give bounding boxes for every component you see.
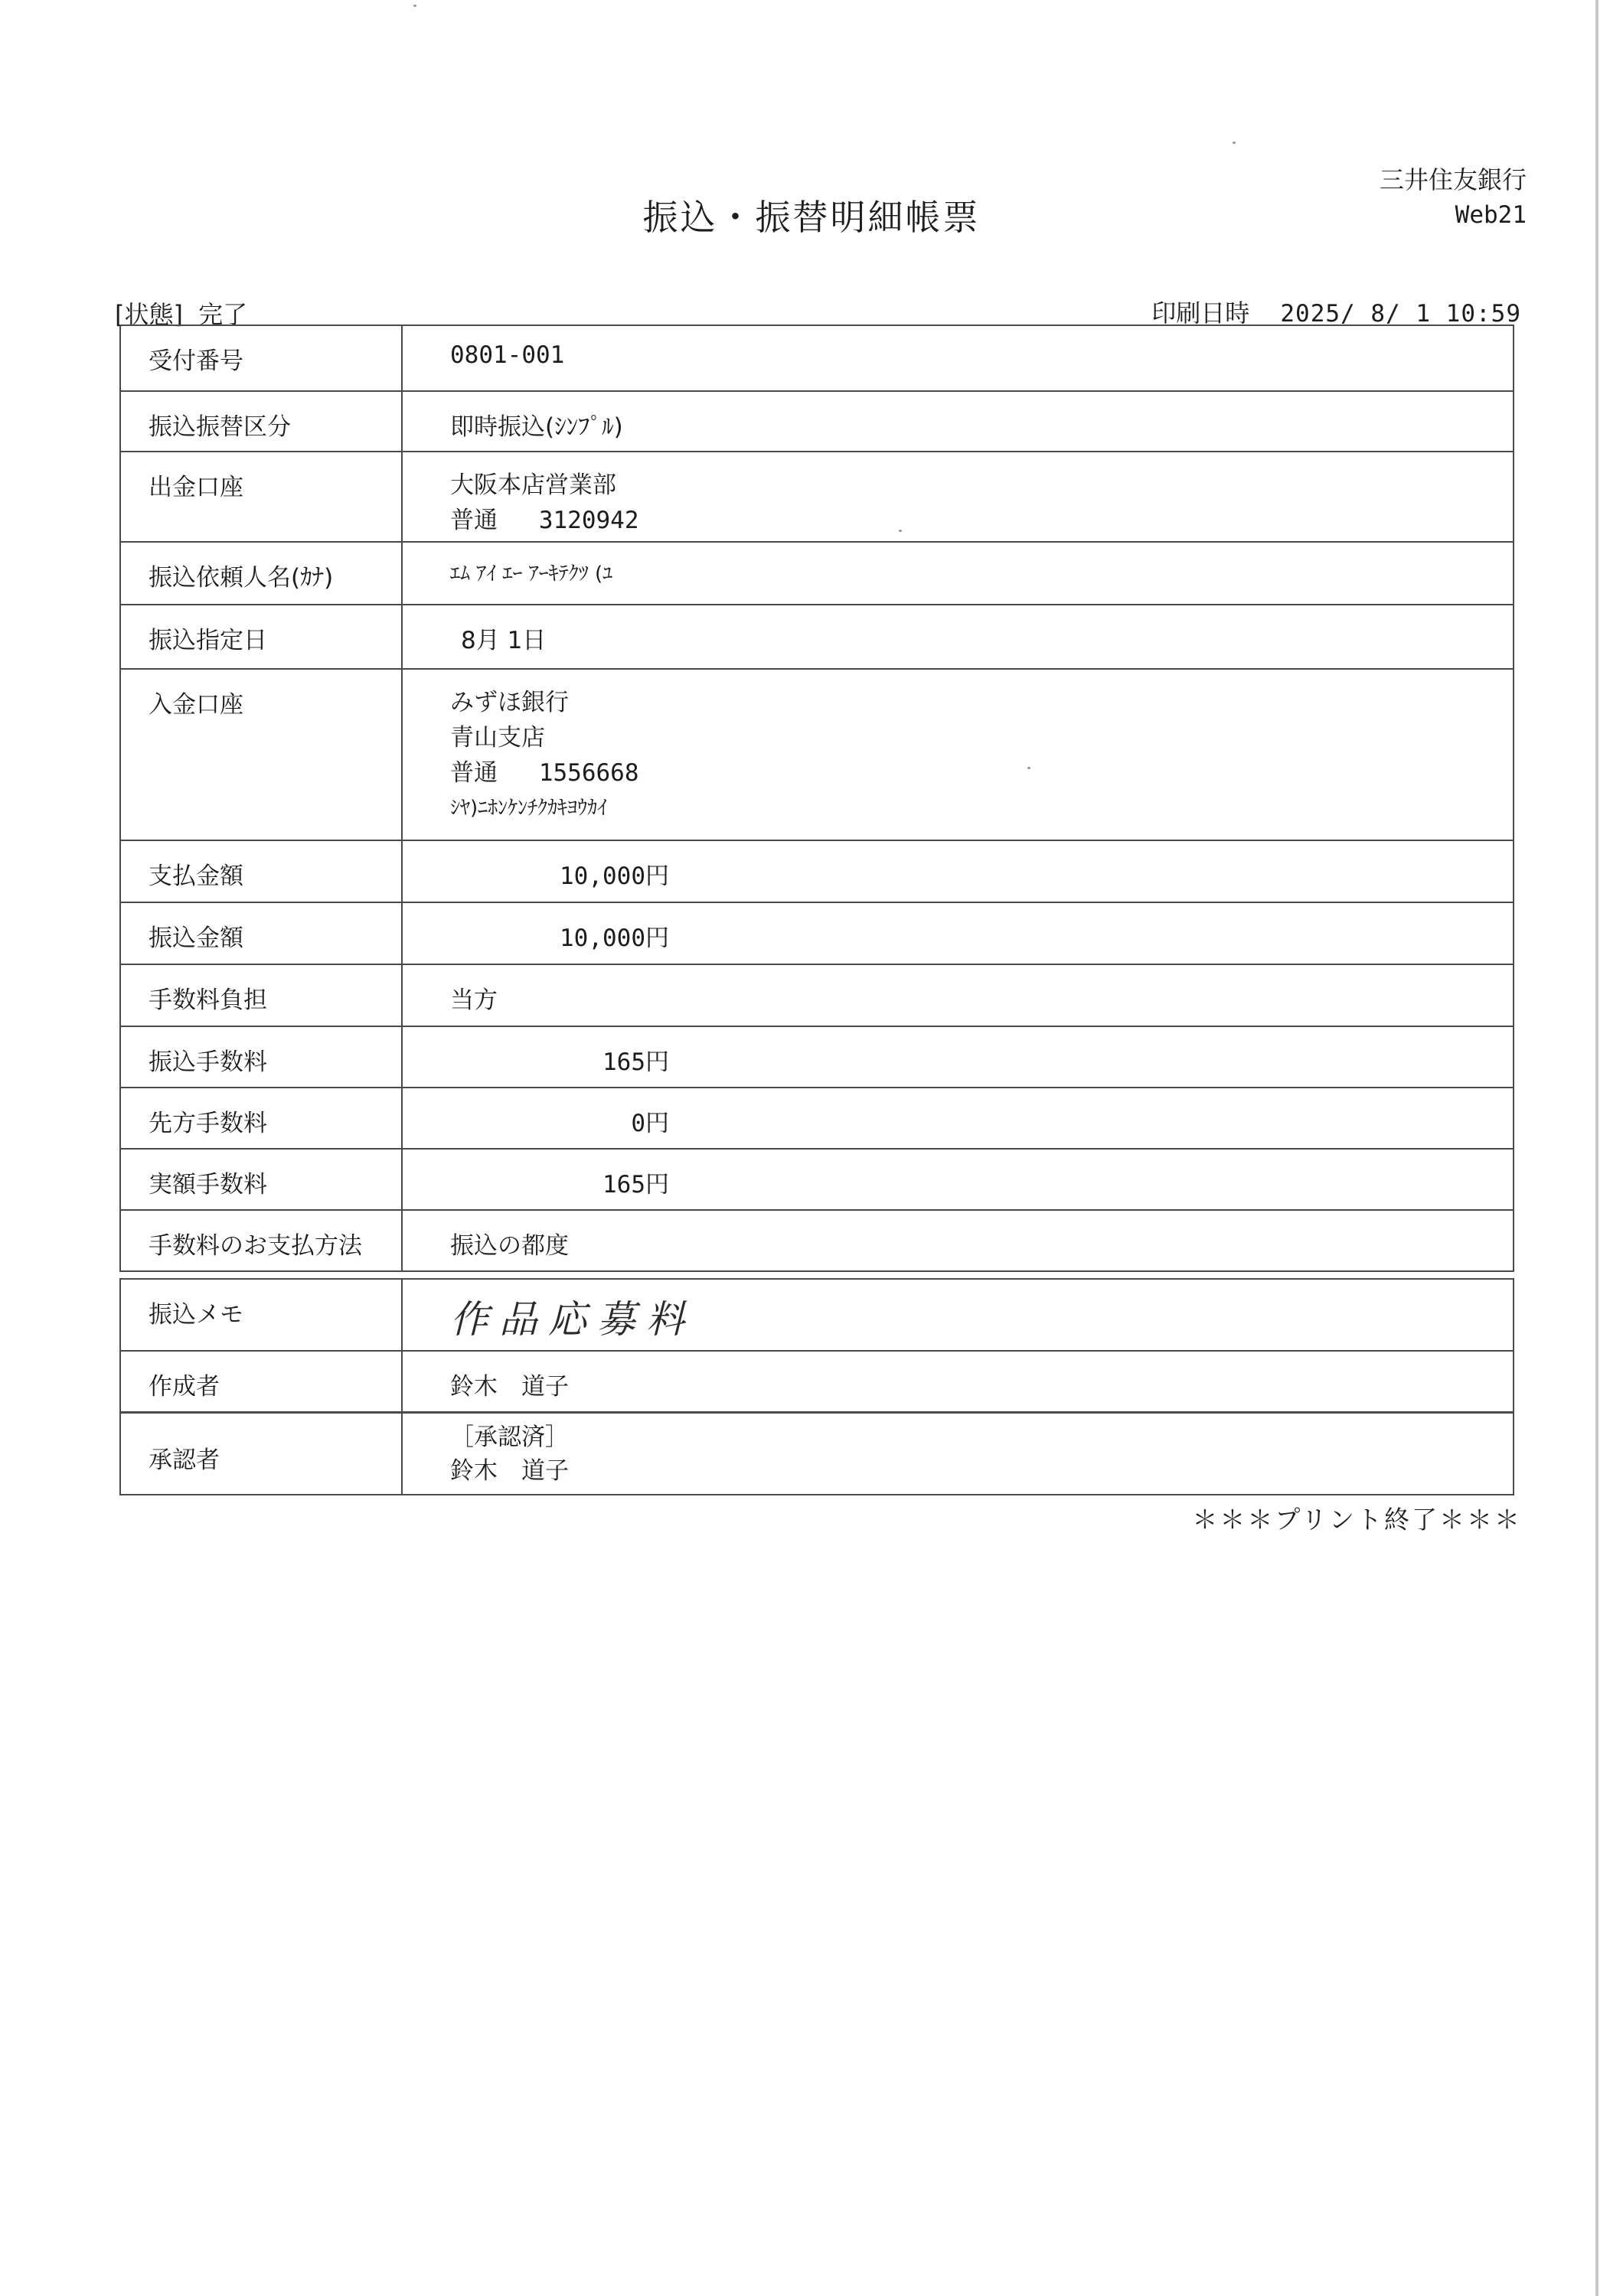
fee-bearer: 当方 xyxy=(402,964,1514,1026)
table-row xyxy=(120,1088,1514,1149)
debit-branch: 大阪本店営業部 xyxy=(450,471,616,499)
field-label: 振込手数料 xyxy=(120,1026,402,1088)
field-value xyxy=(402,605,1514,669)
scan-speck xyxy=(413,5,416,7)
service-name: Web21 xyxy=(1455,201,1527,229)
field-label: 振込依頼人名(ｶﾅ) xyxy=(120,542,402,605)
payment-amount: 10,000円 xyxy=(560,863,669,890)
actual-fee: 165円 xyxy=(603,1171,669,1199)
bank-name: 三井住友銀行 xyxy=(1379,165,1527,194)
field-label: 先方手数料 xyxy=(120,1088,402,1149)
table-row xyxy=(120,1412,1514,1495)
table-row xyxy=(120,1351,1514,1413)
creator-name: 鈴木 道子 xyxy=(402,1351,1514,1413)
field-label: 出金口座 xyxy=(120,452,402,542)
table-row xyxy=(120,902,1514,964)
handwritten-memo: 作品応募料 xyxy=(450,1297,695,1342)
debit-account xyxy=(450,503,1513,538)
field-label: 手数料負担 xyxy=(120,964,402,1026)
field-label: 入金口座 xyxy=(120,669,402,840)
credit-account-type: 普通 xyxy=(450,759,498,787)
scan-edge xyxy=(1595,0,1599,2296)
field-label: 振込メモ xyxy=(120,1279,402,1351)
transfer-fee: 165円 xyxy=(603,1049,669,1076)
field-label: 受付番号 xyxy=(120,325,402,391)
transfer-type: 即時振込(ｼﾝﾌﾟﾙ) xyxy=(402,391,1514,452)
field-label: 作成者 xyxy=(120,1351,402,1413)
scan-speck xyxy=(1233,142,1236,144)
field-value xyxy=(402,542,1514,605)
debit-account-number: 3120942 xyxy=(538,507,639,534)
field-value xyxy=(402,902,1514,964)
table-row xyxy=(120,1210,1514,1271)
field-value xyxy=(402,1026,1514,1088)
print-end-marker: ＊＊＊プリント終了＊＊＊ xyxy=(1192,1505,1522,1534)
transfer-detail-table xyxy=(119,325,1514,1272)
table-row xyxy=(120,1279,1514,1351)
table-row xyxy=(120,669,1514,840)
reception-number: 0801-001 xyxy=(450,341,565,369)
debit-account-type: 普通 xyxy=(450,507,498,534)
field-label: 承認者 xyxy=(120,1412,402,1495)
field-value xyxy=(402,325,1514,391)
credit-bank: みずほ銀行 xyxy=(450,689,569,716)
field-value xyxy=(402,840,1514,902)
field-value xyxy=(402,1279,1514,1351)
table-row xyxy=(120,1149,1514,1210)
field-label: 振込振替区分 xyxy=(120,391,402,452)
page-title: 振込・振替明細帳票 xyxy=(642,197,981,238)
status-label: [状態] xyxy=(115,300,183,329)
field-label: 支払金額 xyxy=(120,840,402,902)
recipient-fee: 0円 xyxy=(631,1110,669,1137)
field-label: 手数料のお支払方法 xyxy=(120,1210,402,1271)
credit-account-number: 1556668 xyxy=(538,759,639,787)
table-row xyxy=(120,325,1514,391)
bank-info xyxy=(1380,162,1527,233)
transfer-date: 8月 1日 xyxy=(461,627,547,654)
table-row xyxy=(120,964,1514,1026)
table-row xyxy=(120,391,1514,452)
field-label: 振込指定日 xyxy=(120,605,402,669)
fee-payment-method: 振込の都度 xyxy=(402,1210,1514,1271)
requester-name: ｴﾑ ｱｲ ｴｰ ｱｰｷﾃｸﾂ (ﾕ xyxy=(450,563,613,585)
approver-table xyxy=(119,1411,1514,1495)
transfer-amount: 10,000円 xyxy=(560,925,669,952)
table-row xyxy=(120,605,1514,669)
approval-status: ［承認済］ xyxy=(450,1424,569,1451)
field-value xyxy=(402,1412,1514,1495)
credit-branch: 青山支店 xyxy=(450,724,545,752)
field-label: 振込金額 xyxy=(120,902,402,964)
printed-at: 2025/ 8/ 1 10:59 xyxy=(1280,300,1521,328)
credit-account-holder: ｼﾔ)ﾆﾎﾝｹﾝﾁｸｶｷﾖｳｶｲ xyxy=(450,797,608,820)
approver-name: 鈴木 道子 xyxy=(450,1457,569,1485)
table-row xyxy=(120,542,1514,605)
field-label: 実額手数料 xyxy=(120,1149,402,1210)
field-value xyxy=(402,452,1514,542)
table-row xyxy=(120,1026,1514,1088)
table-row xyxy=(120,840,1514,902)
credit-account xyxy=(450,755,1513,791)
field-value xyxy=(402,1088,1514,1149)
status-value: 完了 xyxy=(198,300,248,329)
field-value xyxy=(402,669,1514,840)
table-row xyxy=(120,452,1514,542)
memo-table xyxy=(119,1278,1514,1414)
printed-label: 印刷日時 xyxy=(1151,298,1250,328)
field-value xyxy=(402,1149,1514,1210)
